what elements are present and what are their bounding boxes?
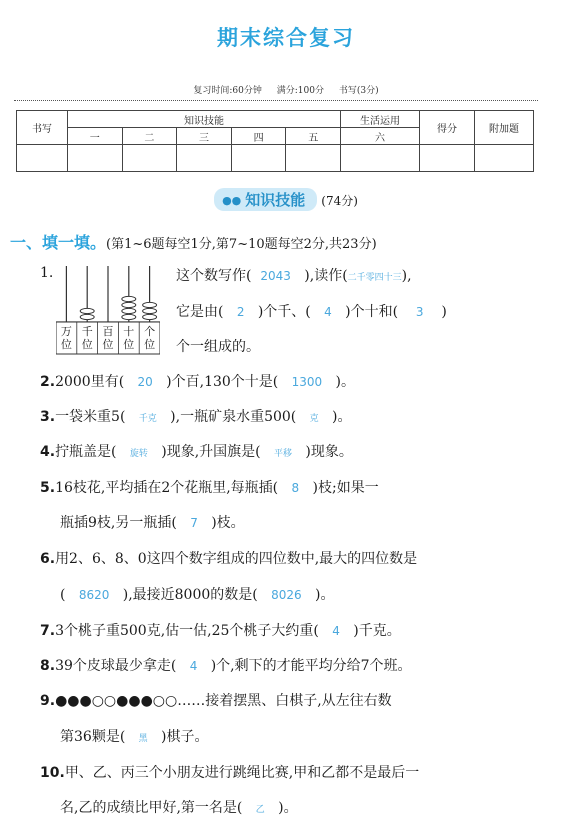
q5-line1: 5.16枝花,平均插在2个花瓶里,每瓶插( 8 )枝;如果一 <box>40 480 379 496</box>
abacus-place-label: 位 <box>102 338 114 351</box>
header-bonus: 附加题 <box>475 111 534 145</box>
blank-cell <box>68 145 123 172</box>
answer: 8 <box>291 481 300 495</box>
col-header: 六 <box>341 128 420 145</box>
answer: 乙 <box>255 805 265 815</box>
answer: 1300 <box>291 375 323 389</box>
answer: 千克 <box>138 414 157 424</box>
abacus-bead <box>122 302 136 307</box>
answer: 二千零四十三 <box>347 273 402 283</box>
answer: 克 <box>309 414 319 424</box>
q6-line2: ( 8620 ),最接近8000的数是( 8026 )。 <box>60 587 335 603</box>
q8: 8.39个皮球最少拿走( 4 )个,剩下的才能平均分给7个班。 <box>40 658 412 674</box>
answer: 2 <box>236 305 245 319</box>
q9-line2: 第36颗是( 黑 )棋子。 <box>60 729 209 745</box>
answer: 3 <box>415 305 424 319</box>
dotted-divider <box>14 100 538 101</box>
part-title: 一、填一填。 <box>10 233 107 252</box>
answer: 2043 <box>260 269 291 283</box>
review-time: 复习时间:60分钟 <box>193 86 262 96</box>
abacus-place-label: 位 <box>144 338 156 351</box>
q1-line1: 这个数写作( 2043 ),读作(二千零四十三), <box>176 268 412 284</box>
abacus-place-label: 千 <box>81 325 93 338</box>
abacus-place-label: 位 <box>123 338 135 351</box>
abacus-bead <box>122 296 136 301</box>
abacus-bead <box>80 308 94 313</box>
header-score: 得分 <box>420 111 475 145</box>
abacus-figure <box>56 262 160 356</box>
abacus-place-label: 位 <box>81 338 93 351</box>
q10-line2: 名,乙的成绩比甲好,第一名是( 乙 )。 <box>60 800 298 816</box>
abacus-bead <box>143 302 157 307</box>
answer: 4 <box>324 305 332 319</box>
answer: 8026 <box>271 588 302 602</box>
answer: 旋转 <box>129 449 148 459</box>
abacus-bead <box>80 314 94 319</box>
q6-line1: 6.用2、6、8、0这四个数字组成的四位数中,最大的四位数是 <box>40 551 418 567</box>
blank-cell <box>341 145 420 172</box>
score-table <box>16 110 534 172</box>
q5-line2: 瓶插9枝,另一瓶插( 7 )枝。 <box>60 515 245 531</box>
dots-icon: ●● <box>222 194 242 207</box>
page-title: 期末综合复习 <box>217 26 355 50</box>
blank-cell <box>475 145 534 172</box>
header-knowledge: 知识技能 <box>68 111 341 128</box>
q1-line2: 它是由( 2 )个千、( 4 )个十和( 3 ) <box>176 304 447 320</box>
q1-line3: 个一组成的。 <box>176 339 260 355</box>
answer: 黑 <box>138 734 148 744</box>
answer: 4 <box>189 659 198 673</box>
q4: 4.拧瓶盖是( 旋转 )现象,升国旗是( 平移 )现象。 <box>40 444 353 460</box>
abacus-place-label: 百 <box>102 325 114 338</box>
header-life: 生活运用 <box>341 111 420 128</box>
col-header: 一 <box>68 128 123 145</box>
abacus-bead <box>143 314 157 319</box>
q10-line1: 10.甲、乙、丙三个小朋友进行跳绳比赛,甲和乙都不是最后一 <box>40 765 420 781</box>
chess-pattern: ●●●○○●●●○○…… <box>55 693 206 709</box>
blank-cell <box>231 145 286 172</box>
blank-cell <box>17 145 68 172</box>
abacus-bead <box>122 308 136 313</box>
exam-info <box>0 83 572 96</box>
abacus-place-label: 个 <box>144 325 156 338</box>
abacus-place-label: 万 <box>60 325 72 338</box>
abacus-bead <box>143 308 157 313</box>
q2: 2.2000里有( 20 )个百,130个十是( 1300 )。 <box>40 374 355 390</box>
answer: 平移 <box>274 449 293 459</box>
col-header: 五 <box>286 128 341 145</box>
writing-score: 书写(3分) <box>338 86 379 96</box>
full-score: 满分:100分 <box>276 86 324 96</box>
q3: 3.一袋米重5( 千克 ),一瓶矿泉水重500( 克 )。 <box>40 409 352 425</box>
section-pill: ●● 知识技能 <box>214 188 317 211</box>
blank-cell <box>177 145 232 172</box>
header-writing: 书写 <box>17 111 68 145</box>
section-header <box>0 188 572 211</box>
answer: 4 <box>332 624 340 638</box>
q7: 7.3个桃子重500克,估一估,25个桃子大约重( 4 )千克。 <box>40 623 401 639</box>
answer: 20 <box>137 375 153 389</box>
answer: 8620 <box>78 588 110 602</box>
section-score: (74分) <box>321 194 358 208</box>
blank-cell <box>286 145 341 172</box>
col-header: 三 <box>177 128 232 145</box>
abacus-place-label: 十 <box>123 325 135 338</box>
abacus-bead <box>122 314 136 319</box>
q9-line1: 9.●●●○○●●●○○……接着摆黑、白棋子,从左往右数 <box>40 693 392 709</box>
blank-cell <box>122 145 177 172</box>
blank-cell <box>420 145 475 172</box>
abacus-place-label: 位 <box>60 338 72 351</box>
q1-number: 1. <box>40 265 54 281</box>
col-header: 四 <box>231 128 286 145</box>
part-note: (第1~6题每空1分,第7~10题每空2分,共23分) <box>106 237 377 252</box>
answer: 7 <box>190 516 198 530</box>
col-header: 二 <box>122 128 177 145</box>
part-heading <box>10 230 377 253</box>
